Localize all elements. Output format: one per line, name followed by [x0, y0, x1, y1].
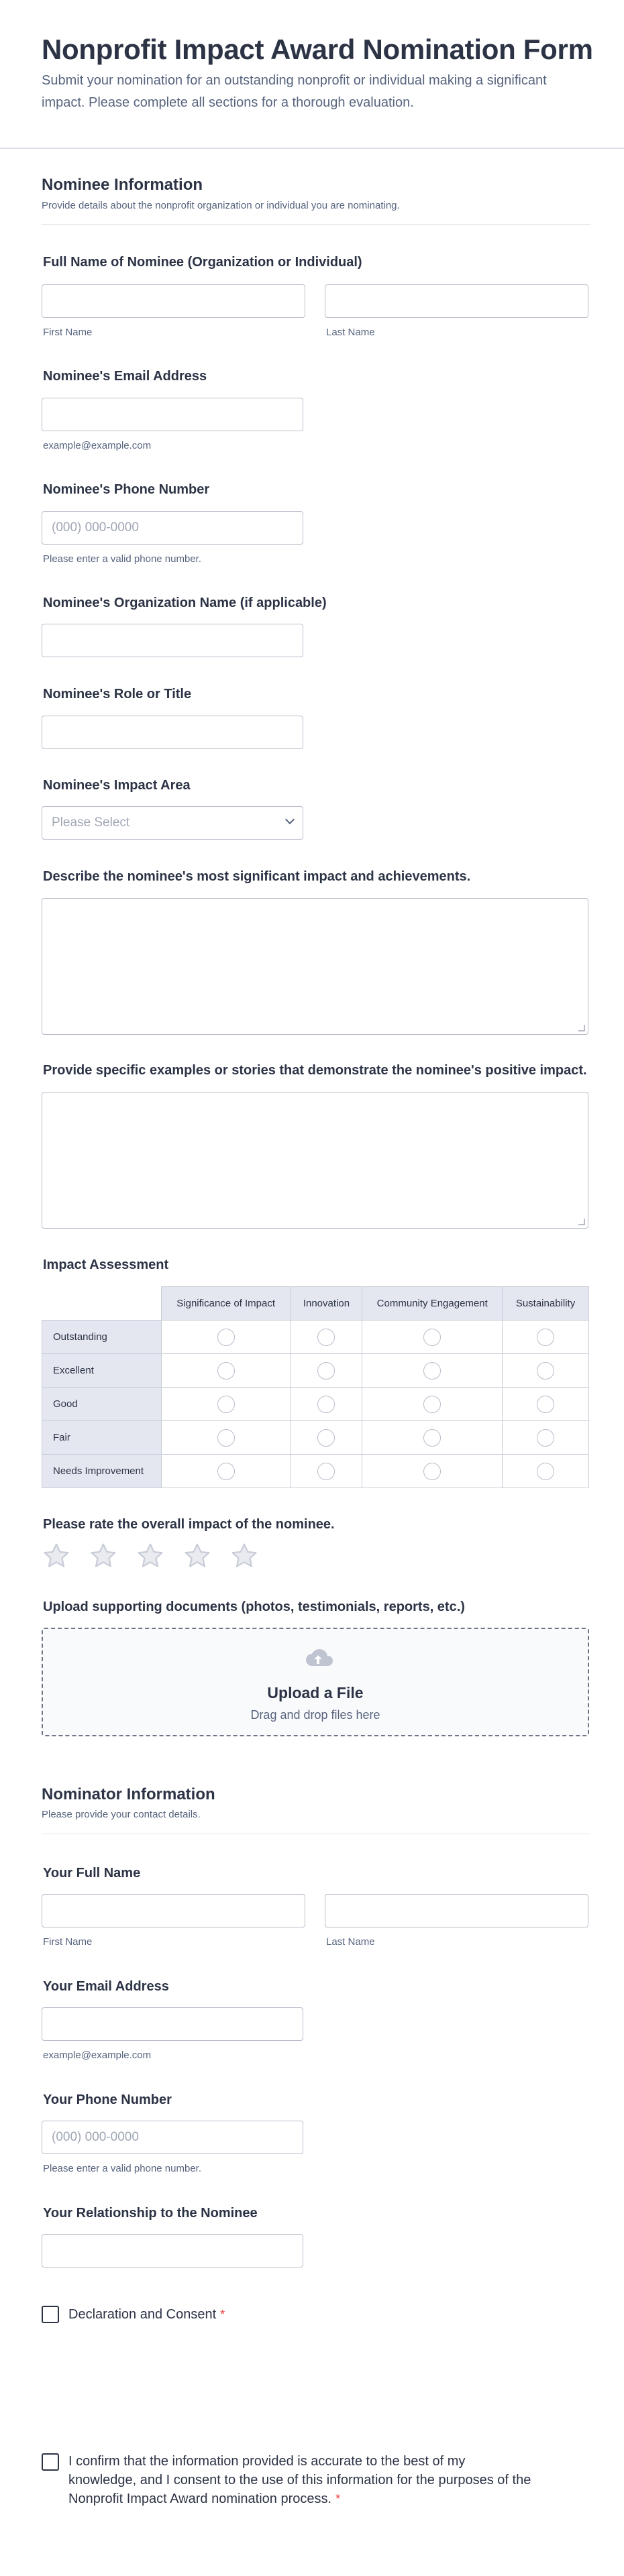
nominator-email-label: Your Email Address	[43, 1979, 169, 1994]
matrix-cell	[161, 1421, 291, 1455]
upload-label: Upload supporting documents (photos, testimonials, reports, etc.)	[43, 1600, 465, 1614]
matrix-cell	[161, 1455, 291, 1488]
star-rating	[42, 1541, 259, 1571]
required-mark: *	[220, 2308, 225, 2321]
nominator-phone-input[interactable]: (000) 000-0000	[42, 2121, 303, 2154]
impact-assessment-label: Impact Assessment	[43, 1257, 169, 1272]
nominee-impact-area-label: Nominee's Impact Area	[43, 778, 191, 793]
matrix-cell	[291, 1455, 362, 1488]
matrix-radio[interactable]	[423, 1329, 441, 1346]
matrix-column-header: Sustainability	[503, 1287, 589, 1321]
form-title: Nonprofit Impact Award Nomination Form	[42, 34, 593, 65]
matrix-radio[interactable]	[537, 1429, 554, 1447]
form-subtitle: Submit your nomination for an outstanding nonprofit or individual making a significant impact. Please complete all sections for a thorough evaluation.	[42, 73, 547, 110]
nominator-last-name-hint: Last Name	[326, 1936, 375, 1948]
matrix-radio[interactable]	[217, 1463, 235, 1480]
nominator-relationship-label: Your Relationship to the Nominee	[43, 2206, 258, 2221]
rating-label: Please rate the overall impact of the nominee.	[43, 1517, 335, 1532]
upload-title: Upload a File	[267, 1684, 364, 1701]
matrix-cell	[291, 1321, 362, 1354]
matrix-radio[interactable]	[317, 1362, 335, 1380]
confirm-label	[68, 2452, 531, 2508]
section-divider	[42, 224, 590, 225]
impact-assessment-matrix	[42, 1286, 589, 1488]
impact-area-select-value: Please Select	[52, 816, 130, 830]
nominee-full-name-label: Full Name of Nominee (Organization or Individual)	[43, 255, 362, 270]
declaration-label	[68, 2305, 225, 2324]
significant-impact-textarea[interactable]	[42, 898, 588, 1035]
nominator-email-hint: example@example.com	[43, 2050, 152, 2061]
matrix-cell	[161, 1321, 291, 1354]
impact-examples-textarea[interactable]	[42, 1092, 588, 1229]
matrix-radio[interactable]	[537, 1362, 554, 1380]
matrix-cell	[362, 1388, 503, 1421]
matrix-radio[interactable]	[317, 1396, 335, 1413]
nominator-phone-label: Your Phone Number	[43, 2092, 172, 2107]
confirm-checkbox[interactable]	[42, 2453, 59, 2471]
matrix-radio[interactable]	[217, 1429, 235, 1447]
matrix-row-label: Needs Improvement	[42, 1455, 162, 1488]
matrix-cell	[291, 1388, 362, 1421]
star-icon[interactable]	[229, 1541, 259, 1571]
impact-area-select[interactable]	[42, 806, 303, 840]
matrix-radio[interactable]	[423, 1429, 441, 1447]
star-icon[interactable]	[136, 1541, 165, 1571]
matrix-radio[interactable]	[217, 1396, 235, 1413]
chevron-down-icon	[285, 815, 295, 824]
star-icon[interactable]	[183, 1541, 212, 1571]
matrix-row	[42, 1455, 589, 1488]
nominator-relationship-input[interactable]	[42, 2234, 303, 2267]
impact-examples-label: Provide specific examples or stories that demonstrate the nominee's positive impact.	[43, 1063, 587, 1078]
nominee-phone-hint: Please enter a valid phone number.	[43, 553, 201, 565]
nominee-role-label: Nominee's Role or Title	[43, 687, 192, 702]
matrix-cell	[161, 1354, 291, 1388]
matrix-radio[interactable]	[537, 1396, 554, 1413]
star-icon[interactable]	[89, 1541, 118, 1571]
matrix-radio[interactable]	[423, 1396, 441, 1413]
nominee-last-name-hint: Last Name	[326, 327, 375, 338]
resize-handle-icon[interactable]	[578, 1219, 585, 1225]
matrix-radio[interactable]	[423, 1463, 441, 1480]
matrix-cell	[362, 1455, 503, 1488]
matrix-radio[interactable]	[423, 1362, 441, 1380]
resize-handle-icon[interactable]	[578, 1025, 585, 1031]
matrix-radio[interactable]	[317, 1429, 335, 1447]
nominee-org-input[interactable]	[42, 624, 303, 657]
cloud-upload-icon	[302, 1646, 334, 1671]
matrix-row	[42, 1421, 589, 1455]
matrix-row-label: Outstanding	[42, 1321, 162, 1354]
matrix-cell	[503, 1455, 589, 1488]
nominator-section-subtitle: Please provide your contact details.	[42, 1809, 201, 1820]
nominator-full-name-label: Your Full Name	[43, 1866, 141, 1881]
matrix-radio[interactable]	[317, 1329, 335, 1346]
matrix-cell	[503, 1321, 589, 1354]
matrix-row	[42, 1321, 589, 1354]
nominator-first-name-hint: First Name	[43, 1936, 93, 1948]
matrix-row-label: Excellent	[42, 1354, 162, 1388]
significant-impact-label: Describe the nominee's most significant impact and achievements.	[43, 869, 471, 884]
nominee-phone-input[interactable]: (000) 000-0000	[42, 511, 303, 545]
nominee-first-name-input[interactable]	[42, 284, 305, 318]
matrix-radio[interactable]	[217, 1329, 235, 1346]
upload-subtitle: Drag and drop files here	[250, 1708, 380, 1722]
nominee-email-hint: example@example.com	[43, 440, 152, 451]
matrix-cell	[362, 1354, 503, 1388]
file-upload-dropzone[interactable]	[42, 1628, 589, 1736]
matrix-row-label: Fair	[42, 1421, 162, 1455]
nominee-phone-label: Nominee's Phone Number	[43, 482, 210, 497]
declaration-checkbox[interactable]	[42, 2306, 59, 2323]
nominee-role-input[interactable]	[42, 716, 303, 749]
form-header	[0, 0, 624, 149]
matrix-radio[interactable]	[537, 1463, 554, 1480]
required-mark: *	[335, 2492, 341, 2506]
matrix-corner-cell	[42, 1287, 162, 1321]
matrix-cell	[503, 1388, 589, 1421]
matrix-radio[interactable]	[537, 1329, 554, 1346]
nominee-section-title: Nominee Information	[42, 176, 203, 194]
matrix-cell	[362, 1421, 503, 1455]
matrix-cell	[291, 1421, 362, 1455]
matrix-radio[interactable]	[317, 1463, 335, 1480]
matrix-cell	[503, 1354, 589, 1388]
matrix-row	[42, 1354, 589, 1388]
matrix-column-header: Community Engagement	[362, 1287, 503, 1321]
nominator-phone-hint: Please enter a valid phone number.	[43, 2163, 201, 2174]
matrix-radio[interactable]	[217, 1362, 235, 1380]
nominee-email-input[interactable]	[42, 398, 303, 431]
confirm-label-text: I confirm that the information provided is accurate to the best of my knowledge, and I consent to the use of this information for the purposes of the Nonprofit Impact Award nomination process.	[68, 2454, 531, 2506]
nominee-first-name-hint: First Name	[43, 327, 93, 338]
matrix-cell	[362, 1321, 503, 1354]
matrix-header-row	[42, 1287, 589, 1321]
nominator-first-name-input[interactable]	[42, 1894, 305, 1927]
nominator-email-input[interactable]	[42, 2007, 303, 2041]
nominator-section-title: Nominator Information	[42, 1785, 215, 1803]
star-icon[interactable]	[42, 1541, 71, 1571]
matrix-row-label: Good	[42, 1388, 162, 1421]
nominee-last-name-input[interactable]	[325, 284, 588, 318]
matrix-cell	[291, 1354, 362, 1388]
nominee-org-label: Nominee's Organization Name (if applicable)	[43, 596, 327, 610]
matrix-cell	[503, 1421, 589, 1455]
matrix-column-header: Significance of Impact	[161, 1287, 291, 1321]
matrix-row	[42, 1388, 589, 1421]
nominee-email-label: Nominee's Email Address	[43, 369, 207, 384]
nominator-last-name-input[interactable]	[325, 1894, 588, 1927]
nominee-section-subtitle: Provide details about the nonprofit organization or individual you are nominating.	[42, 200, 400, 211]
matrix-column-header: Innovation	[291, 1287, 362, 1321]
declaration-label-text: Declaration and Consent	[68, 2307, 217, 2322]
matrix-cell	[161, 1388, 291, 1421]
